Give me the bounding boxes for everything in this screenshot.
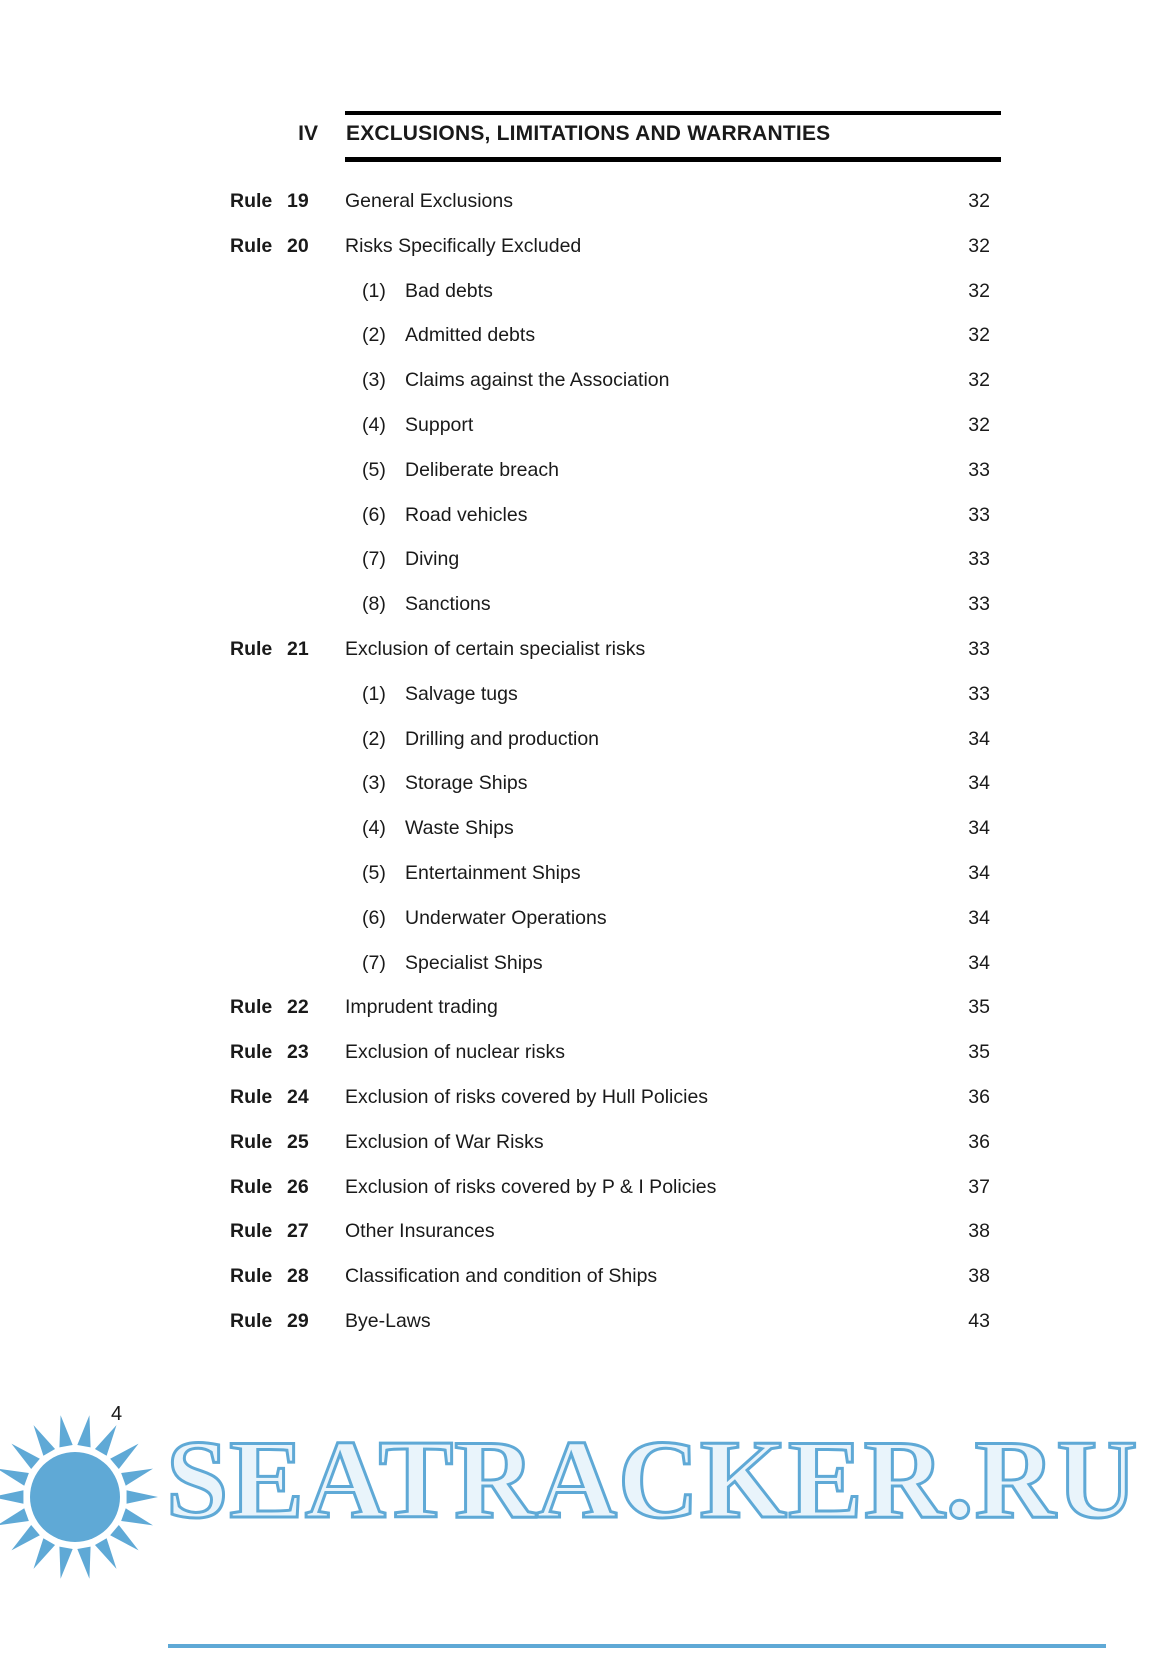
sub-item-number: (5) — [362, 861, 386, 884]
rule-number: 27 — [287, 1220, 309, 1243]
entry-title-text: Risks Specifically Excluded — [345, 234, 582, 257]
rule-label — [230, 1131, 345, 1154]
watermark-underline — [168, 1644, 1106, 1648]
toc-entry-row — [230, 190, 990, 235]
entry-title-text: Drilling and production — [405, 727, 600, 750]
entry-title — [345, 1220, 925, 1243]
rule-label — [230, 1176, 345, 1199]
entry-title — [345, 728, 925, 751]
entry-title — [345, 638, 925, 661]
rule-number: 25 — [287, 1130, 309, 1153]
rule-number: 20 — [287, 234, 309, 257]
rule-label — [230, 235, 345, 258]
entry-title — [345, 1086, 925, 1109]
sun-ray — [34, 1425, 56, 1456]
toc-entry-row — [230, 1310, 990, 1355]
toc-entry-row — [230, 638, 990, 683]
entry-page-number: 32 — [968, 413, 990, 436]
entry-title — [345, 817, 925, 840]
rule-number: 26 — [287, 1175, 309, 1198]
sun-ray — [0, 1508, 29, 1525]
rule-number: 23 — [287, 1041, 309, 1064]
entry-page-number: 36 — [968, 1085, 990, 1108]
entry-title — [345, 593, 925, 616]
toc-list — [230, 190, 990, 1355]
sub-item-number: (3) — [362, 369, 386, 392]
sun-ray — [77, 1547, 90, 1579]
sub-item-number: (6) — [362, 906, 386, 929]
entry-title — [345, 996, 925, 1019]
entry-page-number: 34 — [968, 772, 990, 795]
toc-entry-row — [230, 1220, 990, 1265]
entry-page-number: 35 — [968, 996, 990, 1019]
entry-title — [345, 1131, 925, 1154]
entry-page-number: 33 — [968, 458, 990, 481]
section-numeral: IV — [298, 122, 318, 145]
entry-title-text: Storage Ships — [405, 772, 528, 795]
sun-icon — [0, 1412, 160, 1582]
entry-title — [345, 862, 925, 885]
entry-title-text: Classification and condition of Ships — [345, 1265, 658, 1288]
entry-title — [345, 1265, 925, 1288]
entry-title — [345, 235, 925, 258]
rule-word: Rule — [230, 1265, 273, 1288]
sun-ray — [34, 1538, 56, 1569]
entry-title-text: General Exclusions — [345, 190, 513, 212]
rule-label — [230, 638, 345, 661]
rule-word: Rule — [230, 996, 273, 1019]
entry-title-text: Deliberate breach — [405, 458, 559, 481]
rule-label — [230, 1086, 345, 1109]
entry-title-text: Exclusion of War Risks — [345, 1130, 544, 1153]
entry-title-text: Salvage tugs — [405, 682, 518, 705]
rule-label — [230, 1310, 345, 1333]
entry-page-number: 37 — [968, 1175, 990, 1198]
toc-subentry-row — [230, 504, 990, 549]
entry-title — [345, 280, 925, 303]
entry-page-number: 32 — [968, 324, 990, 347]
rule-number: 22 — [287, 996, 309, 1019]
rule-label — [230, 1265, 345, 1288]
sub-item-number: (8) — [362, 593, 386, 616]
entry-title — [345, 548, 925, 571]
toc-entry-row — [230, 1176, 990, 1221]
entry-page-number: 34 — [968, 727, 990, 750]
entry-page-number: 34 — [968, 861, 990, 884]
toc-subentry-row — [230, 548, 990, 593]
entry-title-text: Bad debts — [405, 279, 493, 302]
toc-subentry-row — [230, 459, 990, 504]
entry-page-number: 35 — [968, 1041, 990, 1064]
entry-title-text: Imprudent trading — [345, 996, 498, 1019]
sun-ray — [59, 1547, 72, 1579]
rule-label — [230, 1041, 345, 1064]
sun-ray — [0, 1469, 29, 1486]
rule-word: Rule — [230, 637, 273, 660]
sub-item-number: (7) — [362, 548, 386, 571]
section-header-rule-bottom — [345, 157, 1001, 162]
toc-entry-row — [230, 1131, 990, 1176]
toc-subentry-row — [230, 907, 990, 952]
entry-page-number: 33 — [968, 593, 990, 616]
toc-subentry-row — [230, 593, 990, 638]
sun-ray — [95, 1425, 117, 1456]
sub-item-number: (1) — [362, 682, 386, 705]
toc-subentry-row — [230, 862, 990, 907]
entry-page-number: 36 — [968, 1130, 990, 1153]
entry-title — [345, 683, 925, 706]
entry-page-number: 34 — [968, 906, 990, 929]
entry-page-number: 38 — [968, 1265, 990, 1288]
sun-ray — [127, 1490, 158, 1503]
entry-title-text: Exclusion of risks covered by Hull Policies — [345, 1085, 709, 1108]
entry-page-number: 33 — [968, 637, 990, 660]
sub-item-number: (4) — [362, 817, 386, 840]
sun-shape — [0, 1415, 158, 1578]
sub-item-number: (2) — [362, 727, 386, 750]
rule-number: 29 — [287, 1309, 309, 1332]
entry-page-number: 32 — [968, 279, 990, 302]
sub-item-number: (3) — [362, 772, 386, 795]
sub-item-number: (5) — [362, 458, 386, 481]
rule-word: Rule — [230, 1220, 273, 1243]
sub-item-number: (7) — [362, 951, 386, 974]
entry-title — [345, 504, 925, 527]
sun-ray — [77, 1415, 90, 1447]
sun-ray — [11, 1444, 39, 1469]
rule-label — [230, 190, 345, 213]
section-title: EXCLUSIONS, LIMITATIONS AND WARRANTIES — [346, 122, 831, 145]
entry-title — [345, 772, 925, 795]
entry-title-text: Road vehicles — [405, 503, 528, 526]
sun-ray — [110, 1444, 138, 1469]
sun-ray — [11, 1525, 39, 1550]
entry-page-number: 33 — [968, 503, 990, 526]
sub-item-number: (6) — [362, 503, 386, 526]
sun-ray — [95, 1538, 117, 1569]
entry-title-text: Underwater Operations — [405, 906, 607, 929]
toc-subentry-row — [230, 280, 990, 325]
rule-word: Rule — [230, 1085, 273, 1108]
entry-page-number: 38 — [968, 1220, 990, 1243]
rule-number: 21 — [287, 637, 309, 660]
section-header-rule-top — [345, 111, 1001, 115]
rule-number: 28 — [287, 1265, 309, 1288]
rule-word: Rule — [230, 234, 273, 257]
entry-title-text: Exclusion of certain specialist risks — [345, 637, 646, 660]
entry-title — [345, 952, 925, 975]
entry-title-text: Diving — [405, 548, 460, 571]
entry-page-number: 32 — [968, 234, 990, 257]
sun-ray — [0, 1490, 23, 1503]
entry-title-text: Entertainment Ships — [405, 861, 581, 884]
rule-label — [230, 996, 345, 1019]
toc-entry-row — [230, 1265, 990, 1310]
entry-title — [345, 459, 925, 482]
sub-item-number: (4) — [362, 413, 386, 436]
entry-page-number: 34 — [968, 817, 990, 840]
entry-page-number: 32 — [968, 190, 990, 212]
toc-subentry-row — [230, 414, 990, 459]
entry-page-number: 34 — [968, 951, 990, 974]
entry-page-number: 43 — [968, 1309, 990, 1332]
toc-subentry-row — [230, 952, 990, 997]
page-number: 4 — [111, 1403, 123, 1425]
entry-title — [345, 190, 925, 213]
sun-ray — [59, 1415, 72, 1447]
rule-number: 19 — [287, 190, 309, 212]
entry-title-text: Claims against the Association — [405, 369, 670, 392]
sun-ray — [110, 1525, 138, 1550]
rule-word: Rule — [230, 190, 273, 212]
entry-page-number: 32 — [968, 369, 990, 392]
entry-title — [345, 1041, 925, 1064]
entry-title-text: Exclusion of nuclear risks — [345, 1041, 566, 1064]
entry-title — [345, 324, 925, 347]
toc-subentry-row — [230, 817, 990, 862]
toc-subentry-row — [230, 324, 990, 369]
toc-subentry-row — [230, 369, 990, 414]
sub-item-number: (2) — [362, 324, 386, 347]
rule-word: Rule — [230, 1175, 273, 1198]
entry-title-text: Specialist Ships — [405, 951, 543, 974]
toc-subentry-row — [230, 728, 990, 773]
entry-title — [345, 1310, 925, 1333]
sun-ray — [121, 1508, 153, 1525]
rule-word: Rule — [230, 1041, 273, 1064]
entry-title — [345, 907, 925, 930]
sub-item-number: (1) — [362, 279, 386, 302]
entry-title-text: Other Insurances — [345, 1220, 495, 1243]
toc-entry-row — [230, 235, 990, 280]
entry-title-text: Exclusion of risks covered by P & I Policies — [345, 1175, 717, 1198]
rule-number: 24 — [287, 1085, 309, 1108]
toc-entry-row — [230, 996, 990, 1041]
entry-title-text: Bye-Laws — [345, 1309, 431, 1332]
toc-subentry-row — [230, 772, 990, 817]
entry-title-text: Admitted debts — [405, 324, 536, 347]
rule-word: Rule — [230, 1309, 273, 1332]
toc-entry-row — [230, 1086, 990, 1131]
entry-title-text: Waste Ships — [405, 817, 514, 840]
entry-title — [345, 1176, 925, 1199]
rule-label — [230, 1220, 345, 1243]
toc-subentry-row — [230, 683, 990, 728]
toc-entry-row — [230, 1041, 990, 1086]
rule-word: Rule — [230, 1130, 273, 1153]
entry-title — [345, 369, 925, 392]
watermark-text: SEATRACKER.RU — [166, 1418, 1139, 1542]
entry-title-text: Sanctions — [405, 593, 491, 616]
entry-title-text: Support — [405, 413, 474, 436]
sun-ray — [121, 1469, 153, 1486]
entry-title — [345, 414, 925, 437]
entry-page-number: 33 — [968, 682, 990, 705]
entry-page-number: 33 — [968, 548, 990, 571]
